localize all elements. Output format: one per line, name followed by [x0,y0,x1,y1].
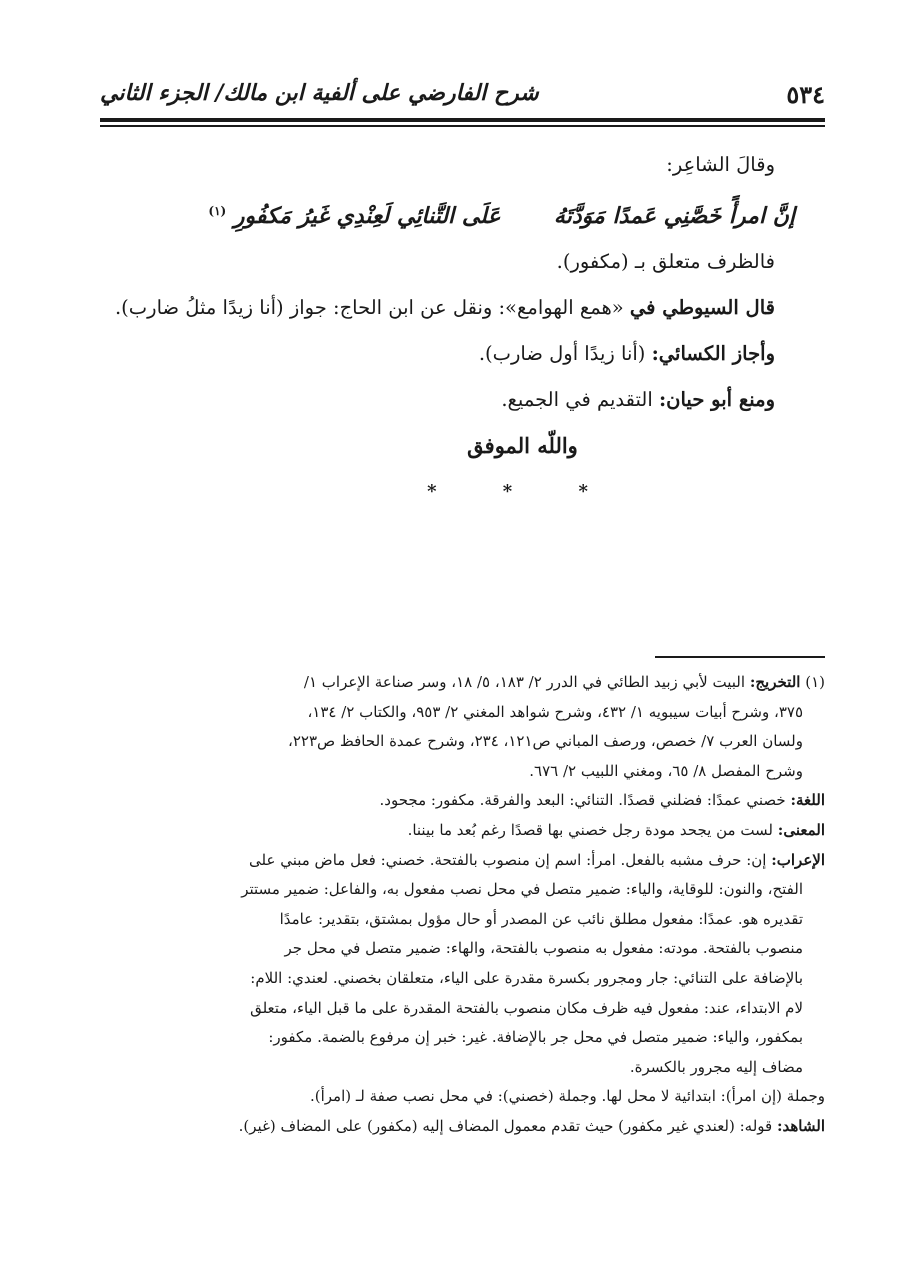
body-line-4 [100,377,825,423]
running-title: شرح الفارضي على ألفية ابن مالك/ الجزء الثاني [100,80,539,106]
footnote-line: وشرح المفصل ٨/ ٦٥، ومغني اللبيب ٢/ ٦٧٦. [529,761,803,780]
footnote-marker[interactable]: (١) [208,204,227,218]
lugha-text: خصني عمدًا: فضلني قصدًا. التنائي: البعد والفرقة. مكفور: مجحود. [379,791,786,810]
takhrij-text: البيت لأبي زبيد الطائي في الدرر ٢/ ١٨٣، ٥/ ١٨، وسر صناعة الإعراب ١/ [303,673,746,691]
section-stars: * * * [427,481,618,503]
body-line-3-lead: وأجاز الكسائي: [651,342,775,366]
lugha-label: اللغة: [790,791,825,810]
body-line-4-rest: التقديم في الجميع. [501,388,653,412]
footnote-line [100,668,825,698]
footnote-line [100,1112,825,1142]
body-line-4-lead: ومنع أبو حيان: [658,388,775,412]
footnote-line [100,786,825,816]
page-header [100,76,825,116]
verse-second-hemistich: عَلَى التَّنائِي لَعِنْدِي غَيرُ مَكفُورِ [233,203,501,230]
shahid-text: قوله: (لعندي غير مكفور) حيث تقدم معمول المضاف إليه (مكفور) على المضاف (غير). [238,1116,773,1135]
takhrij-label: التخريج: [749,673,801,691]
footnote-line: بالإضافة على التنائي: جار ومجرور بكسرة مقدرة على الياء، متعلقان بخصني. لعندي: اللام: [250,968,803,987]
verse-first-hemistich: إنَّ امرأً خَصَّنِي عَمدًا مَوَدَّتَهُ [553,203,795,230]
footnote-line [100,846,825,876]
mana-text: لست من يجحد مودة رجل خصني بها قصدًا رغم بُعد ما بيننا. [407,820,773,839]
verse [100,188,825,239]
shahid-label: الشاهد: [776,1116,825,1135]
book-page [100,0,825,1271]
footnote-line: ٣٧٥، وشرح أبيات سيبويه ١/ ٤٣٢، وشرح شواهد المغني ٢/ ٩٥٣، والكتاب ٢/ ١٣٤، [307,702,803,721]
footnote-number: (١) [805,673,825,691]
footnote-line: تقديره هو. عمدًا: مفعول مطلق نائب عن المصدر أو حال مؤول بمشتق، بتقدير: عامدًا [279,909,803,928]
footnote-separator [655,656,825,658]
body-line-2-lead: قال السيوطي في [629,296,775,320]
footnote-line: لام الابتداء، عند: مفعول فيه ظرف مكان منصوب بالفتحة المقدرة على ما قبل الياء، متعلق [250,998,803,1017]
body-line-3 [100,331,825,377]
body-line-1: فالظرف متعلق بـ (مكفور). [556,250,775,274]
body-line-2-rest: «همع الهوامع»: ونقل عن ابن الحاج: جواز (أنا زيدًا مثلُ ضارب). [114,296,624,320]
footnotes [100,668,825,1142]
footnote-line: منصوب بالفتحة. مودته: مفعول به منصوب بالفتحة، والهاء: ضمير متصل في محل جر [284,939,803,958]
footnote-line: وجملة (إن امرأ): ابتدائية لا محل لها. وجملة (خصني): في محل نصب صفة لـ (امرأ). [309,1087,825,1106]
footnote-line [100,816,825,846]
closing-phrase: واللّه الموفق [467,433,578,459]
mana-label: المعنى: [777,820,825,839]
body-line-3-rest: (أنا زيدًا أول ضارب). [478,342,646,366]
header-rule-thin [100,125,825,127]
irab-label: الإعراب: [771,850,825,869]
footnote-line: الفتح، والنون: للوقاية، والياء: ضمير متصل في محل نصب مفعول به، والفاعل: ضمير مستتر [241,880,803,899]
footnote-line: ولسان العرب ٧/ خصص، ورصف المباني ص١٢١، ٢٣٤، وشرح عمدة الحافظ ص٢٢٣، [287,732,803,751]
poet-intro: وقالَ الشاعِر: [666,153,775,176]
body-line-2 [100,285,825,331]
main-text [100,142,825,515]
page-number: ٥٣٤ [786,80,825,109]
irab-text: إن: حرف مشبه بالفعل. امرأ: اسم إن منصوب بالفتحة. خصني: فعل ماض مبني على [249,850,767,869]
header-rule-thick [100,118,825,122]
footnote-line: مضاف إليه مجرور بالكسرة. [629,1057,803,1076]
footnote-line: بمكفور، والياء: ضمير متصل في محل جر بالإضافة. غير: خبر إن مرفوع بالضمة. مكفور: [268,1028,803,1047]
